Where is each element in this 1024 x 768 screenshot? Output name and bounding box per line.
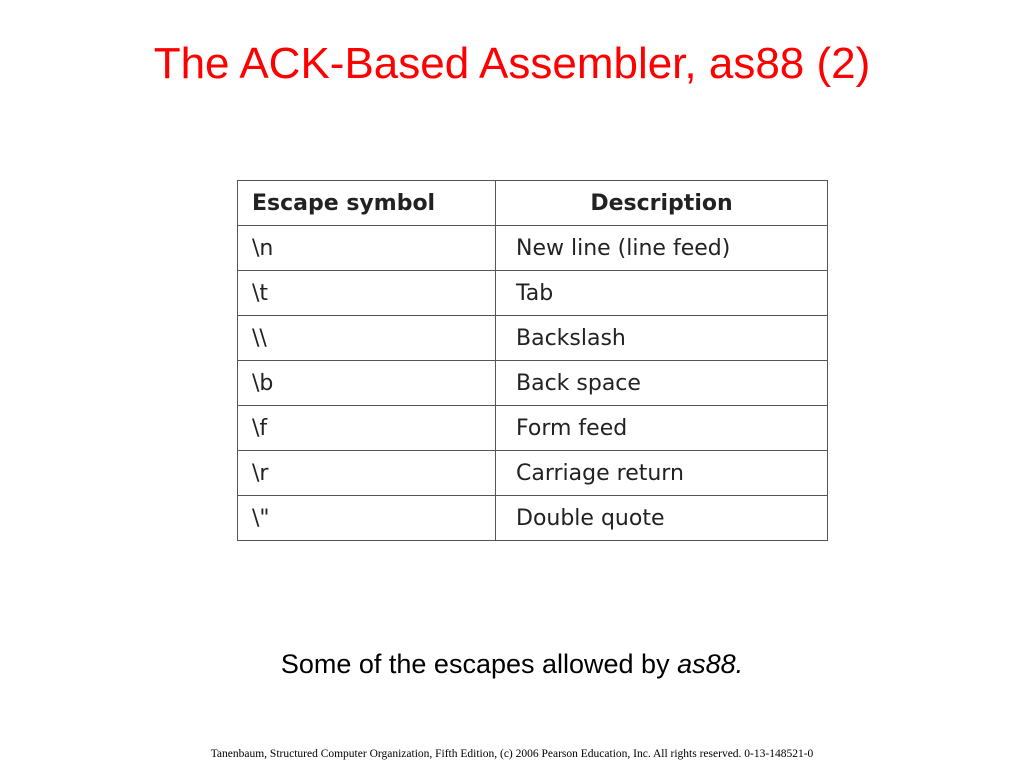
description-cell: Form feed [496,406,828,451]
escape-symbol-cell: \n [238,226,496,271]
table-row [238,406,828,451]
description-cell: Carriage return [496,451,828,496]
table-row [238,316,828,361]
description-cell: New line (line feed) [496,226,828,271]
table-row [238,361,828,406]
escape-symbol-cell: \" [238,496,496,541]
description-cell: Tab [496,271,828,316]
header-escape-symbol: Escape symbol [238,181,496,226]
escape-symbol-cell: \b [238,361,496,406]
table-row [238,496,828,541]
escape-table [237,180,828,541]
caption-text: Some of the escapes allowed by [280,649,678,679]
slide-title: The ACK-Based Assembler, as88 (2) [153,39,871,88]
copyright-footer: Tanenbaum, Structured Computer Organization, Fifth Edition, (c) 2006 Pearson Education, Inc. All rights reserved. 0-13-148521-0 [210,748,814,760]
table-header-row [238,181,828,226]
description-cell: Back space [496,361,828,406]
table-caption [0,649,1024,680]
table-row [238,271,828,316]
escape-symbol-cell: \t [238,271,496,316]
escape-symbol-cell: \f [238,406,496,451]
escape-symbol-cell: \r [238,451,496,496]
description-cell: Backslash [496,316,828,361]
description-cell: Double quote [496,496,828,541]
caption-emphasis: as88. [677,649,744,679]
header-description: Description [496,181,828,226]
table-row [238,451,828,496]
table-row [238,226,828,271]
escape-symbol-cell: \\ [238,316,496,361]
